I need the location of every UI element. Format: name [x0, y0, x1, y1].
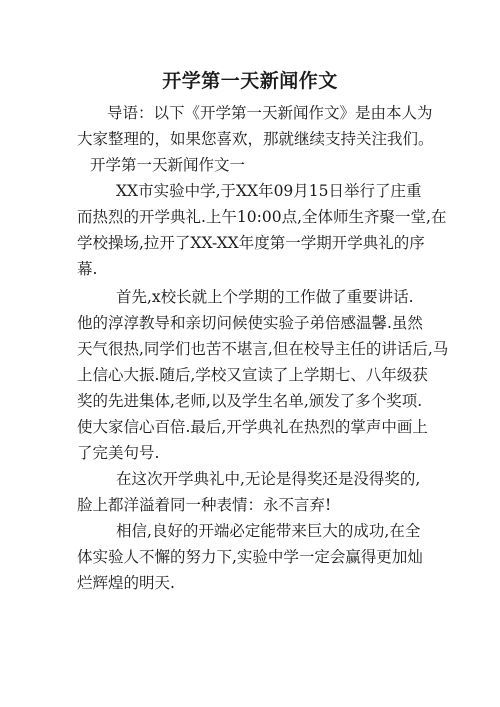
paragraph-line: 在这次开学典礼中,无论是得奖还是没得奖的, [116, 470, 421, 488]
paragraph-line: 烂辉煌的明天. [77, 574, 175, 592]
paragraph-line: 首先,x校长就上个学期的工作做了重要讲话. [116, 288, 414, 306]
paragraph-line: 他的淳淳教导和亲切问候使实验子弟倍感温馨.虽然 [77, 314, 423, 332]
paragraph-line: 使大家信心百倍.最后,开学典礼在热烈的掌声中画上 [77, 418, 428, 436]
section-heading: 开学第一天新闻作文一 [90, 156, 246, 174]
paragraph-line: 体实验人不懈的努力下,实验中学一定会赢得更加灿 [77, 548, 423, 566]
paragraph-line: 脸上都洋溢着同一种表情：永不言弃! [77, 496, 332, 514]
paragraph-line: 奖的先进集体,老师,以及学生名单,颁发了多个奖项. [77, 392, 423, 410]
paragraph-line: 天气很热,同学们也苦不堪言,但在校导主任的讲话后,马 [77, 340, 449, 358]
paragraph-line: 学校操场,拉开了XX-XX年度第一学期开学典礼的序 [77, 234, 425, 252]
paragraph-line: 而热烈的开学典礼.上午10:00点,全体师生齐聚一堂,在 [77, 208, 447, 226]
paragraph-line: 导语：以下《开学第一天新闻作文》是由本人为 [107, 104, 433, 122]
paragraph-line: 上信心大振.随后,学校又宣读了上学期七、八年级获 [77, 366, 428, 384]
paragraph-line: XX市实验中学,于XX年09月15日举行了庄重 [116, 182, 422, 200]
paragraph-line: 大家整理的，如果您喜欢，那就继续支持关注我们。 [77, 130, 434, 148]
paragraph-line: 了完美句号. [77, 444, 160, 462]
paragraph-line: 幕. [77, 260, 98, 278]
document-title: 开学第一天新闻作文 [162, 70, 338, 92]
paragraph-line: 相信,良好的开端必定能带来巨大的成功,在全 [116, 522, 421, 540]
